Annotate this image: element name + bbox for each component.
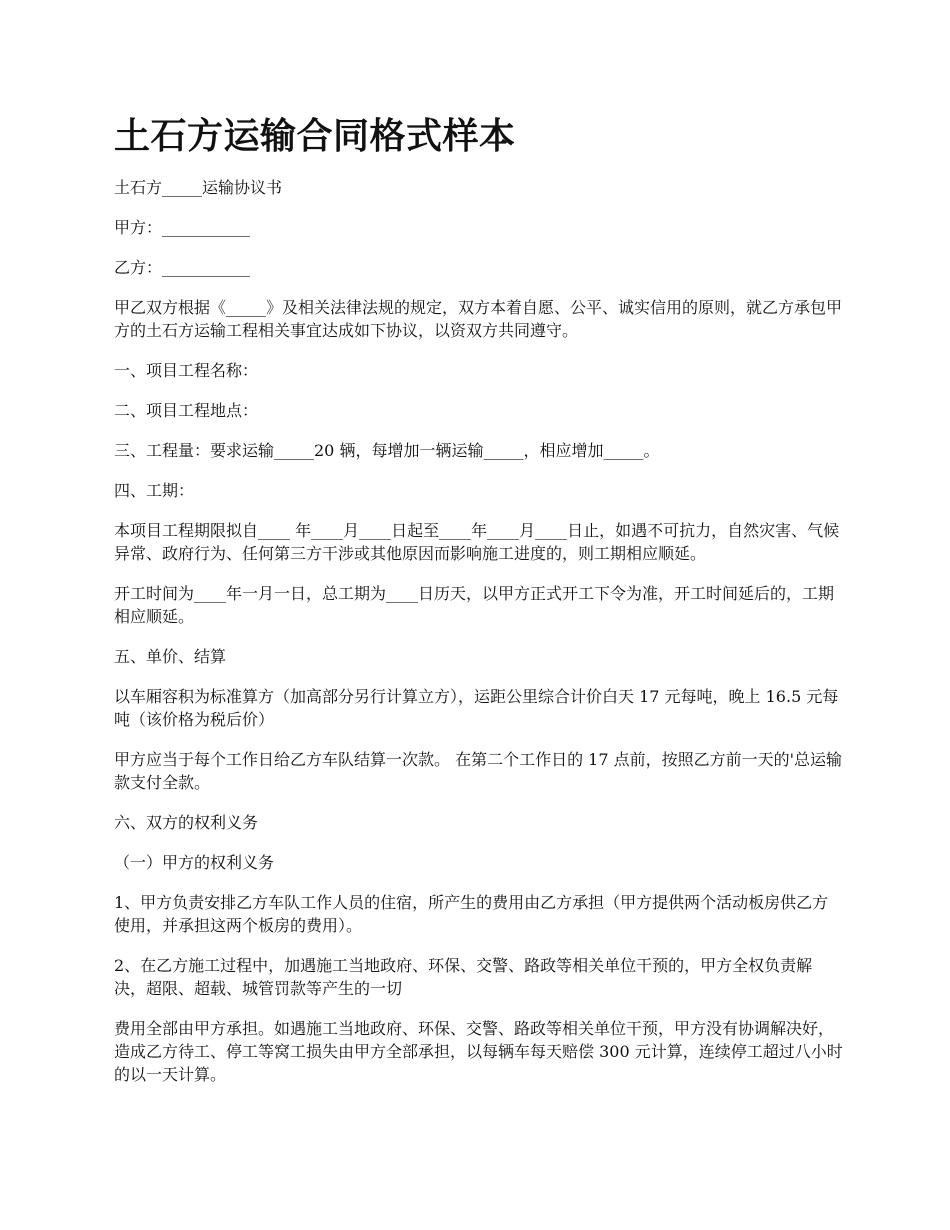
party-a-line: 甲方：___________ (114, 218, 251, 237)
clause-1-paragraph: 1、甲方负责安排乙方车队工作人员的住宿，所产生的费用由乙方承担（甲方提供两个活动板房供乙方使用，并承担这两个板房的费用）。 (114, 893, 829, 935)
section-heading-pricing: 五、单价、结算 (114, 647, 227, 666)
document-title: 土石方运输合同格式样本 (114, 116, 516, 157)
section-heading-rights: 六、双方的权利义务 (114, 813, 259, 832)
clause-2-continued-paragraph: 费用全部由甲方承担。如遇施工当地政府、环保、交警、路政等相关单位干预，甲方没有协调解决好，造成乙方待工、停工等窝工损失由甲方全部承担，以每辆车每天赔偿 300 元计算，连续停工超过八小时的以一天计算。 (114, 1019, 843, 1084)
settlement-paragraph: 甲方应当于每个工作日给乙方车队结算一次款。 在第二个工作日的 17 点前，按照乙方前一天的'总运输款支付全款。 (114, 750, 843, 792)
document-subtitle: 土石方_____运输协议书 (114, 178, 283, 197)
pricing-paragraph: 以车厢容积为标准算方（加高部分另行计算立方），运距公里综合计价白天 17 元每吨，晚上 16.5 元每吨（该价格为税后价） (114, 687, 839, 729)
workload-paragraph: 三、工程量：要求运输_____20 辆，每增加一辆运输_____，相应增加_____。 (114, 441, 660, 460)
section-heading-project-location: 二、项目工程地点： (114, 401, 259, 420)
subsection-heading-party-a: （一）甲方的权利义务 (114, 853, 275, 872)
schedule-period-paragraph: 本项目工程期限拟自____ 年____月____日起至____年____月____日止，如遇不可抗力，自然灾害、气候异常、政府行为、任何第三方干涉或其他原因而影响施工进度的，则工期相应顺延。 (114, 521, 840, 563)
preamble-paragraph: 甲乙双方根据《_____》及相关法律法规的规定，双方本着自愿、公平、诚实信用的原则，就乙方承包甲方的土石方运输工程相关事宜达成如下协议，以资双方共同遵守。 (114, 298, 843, 340)
section-heading-schedule: 四、工期： (114, 481, 195, 500)
start-date-paragraph: 开工时间为____年一月一日，总工期为____日历天，以甲方正式开工下令为准，开工时间延后的，工期相应顺延。 (114, 584, 835, 626)
party-b-line: 乙方：___________ (114, 258, 251, 277)
clause-2-paragraph: 2、在乙方施工过程中，加遇施工当地政府、环保、交警、路政等相关单位干预的，甲方全权负责解决，超限、超载、城管罚款等产生的一切 (114, 956, 813, 998)
section-heading-project-name: 一、项目工程名称： (114, 361, 259, 380)
document-page (114, 112, 844, 1103)
